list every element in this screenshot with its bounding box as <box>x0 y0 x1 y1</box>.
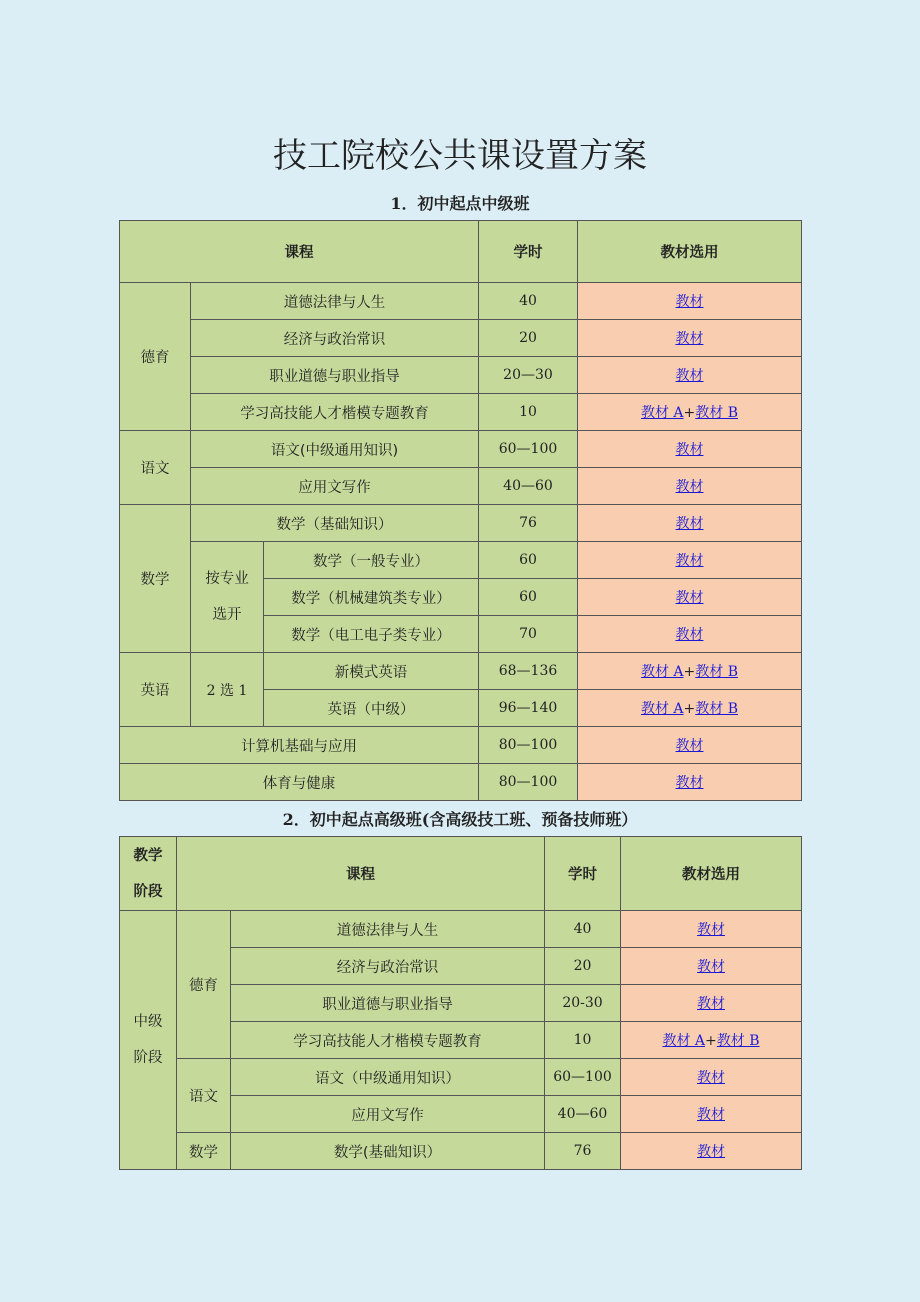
material-cell <box>621 1133 802 1170</box>
section-1-caption: 1．初中起点中级班 <box>390 194 530 213</box>
material-link[interactable]: 教材 <box>697 1070 725 1086</box>
document-title: 技工院校公共课设置方案 <box>273 136 647 176</box>
material-link[interactable]: 教材 <box>697 1144 725 1160</box>
material-link[interactable]: 教材 <box>675 442 704 458</box>
plus-sign: + <box>683 701 696 717</box>
material-link[interactable]: 教材 <box>697 959 725 975</box>
material-link-a[interactable]: 教材 A <box>640 664 684 680</box>
course-name: 数学（一般专业） <box>264 542 479 579</box>
material-link-a[interactable]: 教材 A <box>662 1033 706 1049</box>
stage-mid-line-1: 中级 <box>133 1014 163 1030</box>
course-name: 职业道德与职业指导 <box>191 357 479 394</box>
section-2-caption: 2．初中起点高级班(含高级技工班、预备技师班） <box>282 810 638 829</box>
course-name: 道德法律与人生 <box>231 911 545 948</box>
course-hours: 68—136 <box>479 653 578 690</box>
material-cell <box>621 948 802 985</box>
material-link[interactable]: 教材 <box>675 590 704 606</box>
course-name: 语文(中级通用知识) <box>191 431 479 468</box>
course-hours: 80—100 <box>479 727 578 764</box>
course-name: 道德法律与人生 <box>191 283 479 320</box>
course-name: 学习高技能人才楷模专题教育 <box>231 1022 545 1059</box>
plus-sign: + <box>705 1033 717 1049</box>
material-cell <box>578 320 802 357</box>
course-hours: 60—100 <box>545 1059 621 1096</box>
material-link[interactable]: 教材 <box>675 516 704 532</box>
material-cell <box>621 985 802 1022</box>
course-hours: 80—100 <box>479 764 578 801</box>
course-hours: 60 <box>479 579 578 616</box>
group-shuxue: 数学 <box>120 505 191 653</box>
material-cell <box>578 690 802 727</box>
material-link[interactable]: 教材 <box>675 553 704 569</box>
material-link[interactable]: 教材 <box>675 368 704 384</box>
material-cell <box>621 1096 802 1133</box>
header-material: 教材选用 <box>621 837 802 911</box>
course-hours: 40 <box>479 283 578 320</box>
material-link-b[interactable]: 教材 B <box>695 405 739 421</box>
material-link[interactable]: 教材 <box>675 479 704 495</box>
group-yuwen: 语文 <box>177 1059 231 1133</box>
course-hours: 10 <box>479 394 578 431</box>
material-cell <box>578 653 802 690</box>
material-cell <box>578 616 802 653</box>
group-deyu: 德育 <box>177 911 231 1059</box>
material-link[interactable]: 教材 <box>675 294 704 310</box>
course-name: 数学(基础知识） <box>231 1133 545 1170</box>
header-stage-line-1: 教学 <box>133 847 163 864</box>
table-section-1 <box>119 220 802 801</box>
group-shuxue: 数学 <box>177 1133 231 1170</box>
course-name: 应用文写作 <box>191 468 479 505</box>
material-cell <box>578 542 802 579</box>
course-name: 新模式英语 <box>264 653 479 690</box>
course-hours: 40—60 <box>479 468 578 505</box>
course-name: 经济与政治常识 <box>231 948 545 985</box>
course-hours: 20-30 <box>545 985 621 1022</box>
course-name: 职业道德与职业指导 <box>231 985 545 1022</box>
material-link[interactable]: 教材 <box>675 331 704 347</box>
course-hours: 76 <box>545 1133 621 1170</box>
header-material: 教材选用 <box>578 221 802 283</box>
course-hours: 76 <box>479 505 578 542</box>
course-hours: 10 <box>545 1022 621 1059</box>
course-hours: 60—100 <box>479 431 578 468</box>
material-link[interactable]: 教材 <box>697 922 725 938</box>
material-link[interactable]: 教材 <box>675 627 704 643</box>
material-link[interactable]: 教材 <box>675 738 704 754</box>
material-link-b[interactable]: 教材 B <box>695 664 739 680</box>
material-cell <box>621 1059 802 1096</box>
material-cell <box>578 431 802 468</box>
material-cell <box>578 727 802 764</box>
material-cell <box>578 394 802 431</box>
course-hours: 60 <box>479 542 578 579</box>
group-by-major <box>191 542 264 653</box>
material-link[interactable]: 教材 <box>675 775 704 791</box>
course-name: 英语（中级） <box>264 690 479 727</box>
material-cell <box>578 764 802 801</box>
material-link[interactable]: 教材 <box>697 1107 725 1123</box>
material-link-b[interactable]: 教材 B <box>695 701 739 717</box>
header-stage-line-2: 阶段 <box>133 883 163 900</box>
course-name: 数学（机械建筑类专业） <box>264 579 479 616</box>
course-name: 计算机基础与应用 <box>120 727 479 764</box>
course-name: 应用文写作 <box>231 1096 545 1133</box>
stage-mid-line-2: 阶段 <box>133 1050 163 1066</box>
table-section-2 <box>119 836 802 1170</box>
material-cell <box>578 505 802 542</box>
header-hours: 学时 <box>479 221 578 283</box>
material-cell <box>621 1022 802 1059</box>
header-course: 课程 <box>177 837 545 911</box>
material-cell <box>578 357 802 394</box>
course-hours: 40—60 <box>545 1096 621 1133</box>
course-name: 体育与健康 <box>120 764 479 801</box>
course-hours: 20 <box>545 948 621 985</box>
material-link-a[interactable]: 教材 A <box>640 405 684 421</box>
group-stage-mid <box>120 911 177 1170</box>
material-cell <box>578 283 802 320</box>
group-yuwen: 语文 <box>120 431 191 505</box>
material-link-a[interactable]: 教材 A <box>640 701 684 717</box>
course-hours: 20—30 <box>479 357 578 394</box>
course-name: 经济与政治常识 <box>191 320 479 357</box>
header-course: 课程 <box>120 221 479 283</box>
header-hours: 学时 <box>545 837 621 911</box>
material-cell <box>621 911 802 948</box>
by-major-line-2: 选开 <box>212 607 242 623</box>
course-name: 学习高技能人才楷模专题教育 <box>191 394 479 431</box>
course-name: 数学（电工电子类专业） <box>264 616 479 653</box>
material-link-b[interactable]: 教材 B <box>716 1033 760 1049</box>
course-hours: 96—140 <box>479 690 578 727</box>
material-cell <box>578 468 802 505</box>
material-link[interactable]: 教材 <box>697 996 725 1012</box>
course-hours: 20 <box>479 320 578 357</box>
course-hours: 70 <box>479 616 578 653</box>
course-hours: 40 <box>545 911 621 948</box>
header-stage <box>120 837 177 911</box>
by-major-line-1: 按专业 <box>205 571 249 587</box>
group-choose-one: 2 选 1 <box>191 653 264 727</box>
plus-sign: + <box>683 405 696 421</box>
course-name: 语文（中级通用知识） <box>231 1059 545 1096</box>
group-yingyu: 英语 <box>120 653 191 727</box>
course-name: 数学（基础知识） <box>191 505 479 542</box>
group-deyu: 德育 <box>120 283 191 431</box>
plus-sign: + <box>683 664 696 680</box>
material-cell <box>578 579 802 616</box>
